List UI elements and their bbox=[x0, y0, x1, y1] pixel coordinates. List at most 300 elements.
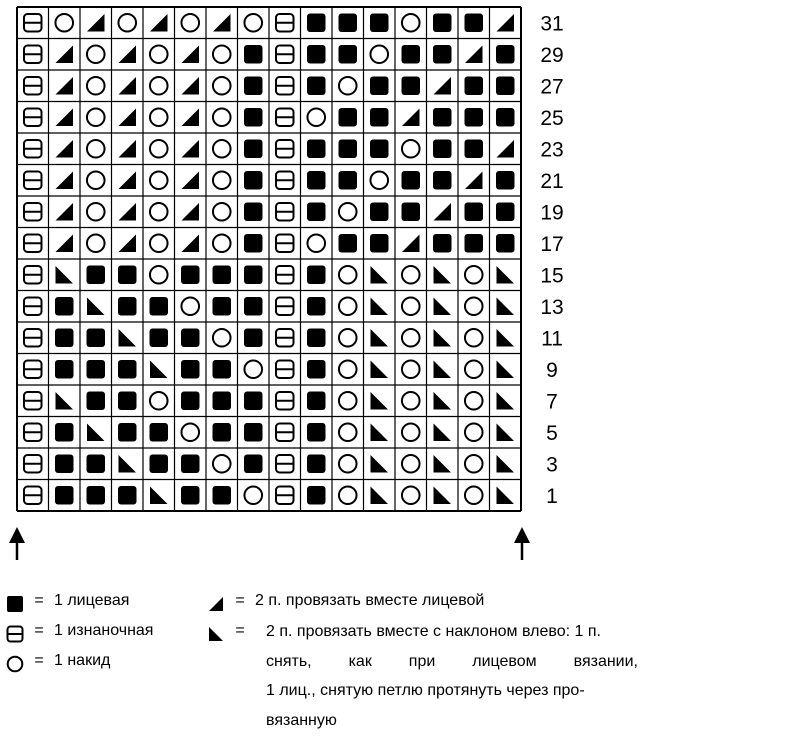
row-number-label: 19 bbox=[540, 201, 564, 225]
chart-cell-k2tog bbox=[56, 203, 74, 221]
chart-cell-left-slant-decrease bbox=[434, 329, 452, 347]
chart-cell-knit bbox=[118, 297, 137, 316]
chart-cell-knit bbox=[87, 486, 106, 505]
chart-cell-yarn-over bbox=[402, 360, 420, 378]
chart-cell-left-slant-decrease bbox=[497, 455, 515, 473]
chart-cell-knit bbox=[339, 14, 358, 33]
chart-cell-yarn-over bbox=[87, 108, 105, 126]
chart-cell-knit bbox=[370, 14, 389, 33]
chart-cell-knit bbox=[213, 486, 232, 505]
chart-cell-purl bbox=[276, 424, 294, 442]
chart-cell-k2tog bbox=[182, 46, 200, 64]
chart-cell-k2tog bbox=[56, 77, 74, 95]
chart-cell-yarn-over bbox=[402, 140, 420, 158]
legend-left-decrease bbox=[207, 622, 255, 643]
chart-cell-left-slant-decrease bbox=[497, 487, 515, 505]
chart-cell-knit bbox=[307, 266, 326, 285]
chart-cell-yarn-over bbox=[150, 171, 168, 189]
chart-cell-knit bbox=[339, 171, 358, 190]
chart-cell-left-slant-decrease bbox=[497, 361, 515, 379]
chart-cell-knit bbox=[87, 392, 106, 411]
chart-cell-yarn-over bbox=[150, 392, 168, 410]
chart-cell-purl bbox=[276, 361, 294, 379]
chart-cell-left-slant-decrease bbox=[434, 298, 452, 316]
chart-cell-knit bbox=[433, 14, 452, 33]
chart-cell-knit bbox=[118, 392, 137, 411]
chart-cell-yarn-over bbox=[465, 266, 483, 284]
chart-cell-yarn-over bbox=[150, 77, 168, 95]
chart-cell-yarn-over bbox=[370, 171, 388, 189]
legend-desc-line: 2 п. провязать вместе с наклоном влево: 1 п. bbox=[266, 623, 601, 640]
legend-equals: = bbox=[235, 622, 245, 639]
chart-cell-k2tog bbox=[434, 77, 452, 95]
chart-cell-yarn-over bbox=[402, 455, 420, 473]
chart-cell-knit bbox=[307, 140, 326, 159]
legend-left-decrease-description bbox=[266, 617, 638, 735]
chart-cell-knit bbox=[244, 140, 263, 159]
chart-cell-k2tog bbox=[402, 235, 420, 253]
chart-cell-purl bbox=[24, 487, 42, 505]
chart-cell-knit bbox=[244, 455, 263, 474]
chart-cell-yarn-over bbox=[339, 423, 357, 441]
chart-cell-left-slant-decrease bbox=[497, 266, 515, 284]
chart-cell-yarn-over bbox=[87, 140, 105, 158]
chart-cell-purl bbox=[24, 424, 42, 442]
chart-cell-k2tog bbox=[119, 77, 137, 95]
chart-cell-knit bbox=[87, 266, 106, 285]
row-number-label: 31 bbox=[540, 12, 564, 36]
chart-cell-knit bbox=[150, 455, 169, 474]
chart-cell-k2tog bbox=[119, 172, 137, 190]
chart-cell-left-slant-decrease bbox=[371, 424, 389, 442]
legend-equals: = bbox=[34, 622, 44, 639]
chart-cell-k2tog bbox=[56, 46, 74, 64]
chart-cell-knit bbox=[307, 423, 326, 442]
chart-cell-purl bbox=[24, 392, 42, 410]
row-numbers bbox=[540, 12, 563, 508]
chart-cell-left-slant-decrease bbox=[434, 424, 452, 442]
chart-cell-left-slant-decrease bbox=[497, 298, 515, 316]
chart-cell-left-slant-decrease bbox=[434, 455, 452, 473]
chart-cell-knit bbox=[433, 171, 452, 190]
chart-cell-yarn-over bbox=[213, 171, 231, 189]
chart-cell-knit bbox=[370, 77, 389, 96]
chart-cell-yarn-over bbox=[402, 486, 420, 504]
chart-cell-knit bbox=[244, 203, 263, 222]
chart-cell-left-slant-decrease bbox=[87, 298, 105, 316]
legend-k2tog-text: 2 п. провязать вместе лицевой bbox=[255, 592, 485, 609]
chart-cell-knit bbox=[307, 455, 326, 474]
chart-cell-knit bbox=[402, 45, 421, 64]
chart-cell-left-slant-decrease bbox=[371, 487, 389, 505]
chart-cell-yarn-over bbox=[87, 77, 105, 95]
chart-cell-yarn-over bbox=[307, 108, 325, 126]
chart-cell-yarn-over bbox=[213, 77, 231, 95]
chart-cell-purl bbox=[24, 235, 42, 253]
chart-cell-k2tog bbox=[434, 203, 452, 221]
legend-k2tog bbox=[207, 592, 484, 613]
chart-cell-k2tog bbox=[497, 14, 515, 32]
chart-cell-purl bbox=[24, 203, 42, 221]
chart-cell-yarn-over bbox=[465, 297, 483, 315]
chart-cell-yarn-over bbox=[339, 266, 357, 284]
row-number-label: 7 bbox=[546, 390, 558, 414]
chart-cell-yarn-over bbox=[244, 486, 262, 504]
chart-cell-yarn-over bbox=[402, 423, 420, 441]
chart-cell-purl bbox=[276, 46, 294, 64]
chart-cell-yarn-over bbox=[213, 140, 231, 158]
chart-cell-yarn-over bbox=[339, 77, 357, 95]
chart-cell-yarn-over bbox=[55, 14, 73, 32]
chart-cell-k2tog bbox=[56, 235, 74, 253]
chart-cell-knit bbox=[496, 203, 515, 222]
chart-cell-yarn-over bbox=[402, 329, 420, 347]
legend-desc-line: вязанную bbox=[266, 711, 337, 729]
legend-equals: = bbox=[34, 652, 44, 669]
chart-cell-k2tog bbox=[119, 140, 137, 158]
chart-cell-knit bbox=[213, 360, 232, 379]
chart-cell-knit bbox=[307, 14, 326, 33]
chart-cell-purl bbox=[276, 77, 294, 95]
chart-cell-knit bbox=[339, 108, 358, 127]
chart-cell-knit bbox=[244, 297, 263, 316]
chart-cell-knit bbox=[433, 234, 452, 253]
chart-cell-knit bbox=[402, 77, 421, 96]
chart-cell-knit bbox=[307, 486, 326, 505]
row-number-label: 5 bbox=[546, 421, 558, 445]
chart-cell-knit bbox=[307, 203, 326, 222]
chart-cell-purl bbox=[24, 455, 42, 473]
chart-cell-yarn-over bbox=[339, 203, 357, 221]
chart-cell-yarn-over bbox=[339, 297, 357, 315]
chart-cell-yarn-over bbox=[87, 171, 105, 189]
chart-cell-yarn-over bbox=[213, 108, 231, 126]
row-number-label: 15 bbox=[540, 264, 564, 288]
legend-knit bbox=[6, 592, 129, 613]
chart-cell-k2tog bbox=[119, 203, 137, 221]
chart-cell-knit bbox=[496, 108, 515, 127]
chart-cell-knit bbox=[55, 486, 74, 505]
chart-cell-purl bbox=[24, 172, 42, 190]
chart-cell-purl bbox=[24, 361, 42, 379]
chart-cell-purl bbox=[276, 298, 294, 316]
chart-cell-purl bbox=[24, 266, 42, 284]
direction-arrow-right bbox=[514, 527, 530, 560]
chart-cell-yarn-over bbox=[339, 455, 357, 473]
chart-cell-knit bbox=[465, 108, 484, 127]
chart-cell-knit bbox=[118, 360, 137, 379]
chart-cell-knit bbox=[307, 297, 326, 316]
chart-cell-purl bbox=[276, 235, 294, 253]
chart-cell-knit bbox=[244, 234, 263, 253]
chart-cell-k2tog bbox=[56, 140, 74, 158]
chart-cell-knit bbox=[55, 423, 74, 442]
chart-cell-knit bbox=[307, 77, 326, 96]
chart-cell-k2tog bbox=[119, 109, 137, 127]
chart-cell-left-slant-decrease bbox=[434, 361, 452, 379]
chart-cell-yarn-over bbox=[150, 45, 168, 63]
chart-cell-k2tog bbox=[182, 109, 200, 127]
row-number-label: 25 bbox=[540, 106, 564, 130]
chart-cell-left-slant-decrease bbox=[497, 329, 515, 347]
chart-cell-k2tog bbox=[402, 109, 420, 127]
chart-cell-knit bbox=[465, 203, 484, 222]
legend-yarn-over bbox=[6, 652, 110, 673]
chart-cell-yarn-over bbox=[87, 234, 105, 252]
chart-cell-knit bbox=[87, 360, 106, 379]
chart-cell-yarn-over bbox=[402, 14, 420, 32]
chart-cell-knit bbox=[181, 360, 200, 379]
chart-cell-k2tog bbox=[465, 172, 483, 190]
chart-cell-purl bbox=[276, 329, 294, 347]
chart-cell-k2tog bbox=[56, 109, 74, 127]
chart-cell-knit bbox=[339, 140, 358, 159]
chart-cell-knit bbox=[496, 45, 515, 64]
legend-yarn-over-text: 1 накид bbox=[54, 652, 111, 669]
chart-cell-left-slant-decrease bbox=[371, 266, 389, 284]
chart-cell-yarn-over bbox=[465, 360, 483, 378]
chart-cell-knit bbox=[307, 329, 326, 348]
legend-purl bbox=[6, 622, 153, 643]
row-number-label: 9 bbox=[546, 358, 558, 382]
chart-cell-knit bbox=[307, 171, 326, 190]
chart-cell-yarn-over bbox=[465, 423, 483, 441]
k2tog-icon bbox=[207, 595, 225, 613]
chart-cell-knit bbox=[370, 140, 389, 159]
chart-cell-knit bbox=[370, 234, 389, 253]
row-number-label: 17 bbox=[540, 232, 564, 256]
direction-arrow-left bbox=[9, 527, 25, 560]
chart-cell-yarn-over bbox=[118, 14, 136, 32]
chart-cell-knit bbox=[307, 392, 326, 411]
row-number-label: 27 bbox=[540, 75, 564, 99]
chart-cell-yarn-over bbox=[150, 266, 168, 284]
chart-cell-knit bbox=[244, 423, 263, 442]
chart-cell-knit bbox=[55, 455, 74, 474]
chart-cell-yarn-over bbox=[213, 203, 231, 221]
chart-cell-yarn-over bbox=[465, 486, 483, 504]
chart-cell-knit bbox=[244, 392, 263, 411]
chart-cell-yarn-over bbox=[307, 234, 325, 252]
chart-cell-left-slant-decrease bbox=[119, 455, 137, 473]
chart-cell-knit bbox=[213, 423, 232, 442]
chart-cell-purl bbox=[276, 455, 294, 473]
chart-cell-yarn-over bbox=[465, 329, 483, 347]
yarn-over-icon bbox=[6, 655, 24, 673]
chart-cell-knit bbox=[339, 234, 358, 253]
chart-cell-left-slant-decrease bbox=[150, 361, 168, 379]
chart-cell-knit bbox=[307, 45, 326, 64]
chart-cell-left-slant-decrease bbox=[371, 298, 389, 316]
chart-cell-purl bbox=[24, 329, 42, 347]
chart-cell-knit bbox=[465, 140, 484, 159]
chart-cell-knit bbox=[181, 486, 200, 505]
chart-cell-yarn-over bbox=[87, 45, 105, 63]
chart-cell-knit bbox=[181, 455, 200, 474]
chart-cell-knit bbox=[150, 423, 169, 442]
chart-cell-knit bbox=[213, 266, 232, 285]
chart-cell-knit bbox=[87, 455, 106, 474]
chart-cell-yarn-over bbox=[244, 360, 262, 378]
chart-cell-purl bbox=[276, 140, 294, 158]
chart-cell-purl bbox=[24, 298, 42, 316]
chart-cell-left-slant-decrease bbox=[434, 266, 452, 284]
chart-cell-k2tog bbox=[497, 140, 515, 158]
chart-cell-knit bbox=[465, 14, 484, 33]
chart-cell-yarn-over bbox=[402, 297, 420, 315]
chart-cell-left-slant-decrease bbox=[150, 487, 168, 505]
chart-cell-knit bbox=[244, 171, 263, 190]
chart-cell-yarn-over bbox=[150, 203, 168, 221]
legend-knit-text: 1 лицевая bbox=[54, 592, 130, 609]
chart-cell-yarn-over bbox=[213, 329, 231, 347]
chart-cell-purl bbox=[24, 46, 42, 64]
chart-cell-yarn-over bbox=[181, 423, 199, 441]
knit-icon bbox=[6, 595, 24, 613]
chart-cell-knit bbox=[181, 266, 200, 285]
chart-cell-knit bbox=[150, 329, 169, 348]
chart-cell-purl bbox=[276, 14, 294, 32]
chart-cell-knit bbox=[244, 45, 263, 64]
chart-cell-purl bbox=[276, 487, 294, 505]
row-number-label: 11 bbox=[541, 327, 563, 351]
chart-cell-k2tog bbox=[182, 235, 200, 253]
chart-cell-yarn-over bbox=[150, 234, 168, 252]
chart-cell-knit bbox=[402, 203, 421, 222]
chart-cell-knit bbox=[55, 297, 74, 316]
chart-cell-knit bbox=[465, 234, 484, 253]
chart-cell-yarn-over bbox=[213, 455, 231, 473]
chart-cell-left-slant-decrease bbox=[371, 392, 389, 410]
chart-cell-knit bbox=[118, 423, 137, 442]
chart-cell-yarn-over bbox=[150, 108, 168, 126]
chart-cell-purl bbox=[24, 140, 42, 158]
chart-cell-left-slant-decrease bbox=[497, 392, 515, 410]
purl-icon bbox=[6, 625, 24, 643]
chart-cell-k2tog bbox=[119, 46, 137, 64]
row-number-label: 29 bbox=[540, 43, 564, 67]
chart-cell-knit bbox=[213, 392, 232, 411]
chart-cell-k2tog bbox=[182, 77, 200, 95]
chart-cell-left-slant-decrease bbox=[119, 329, 137, 347]
chart-cell-purl bbox=[276, 203, 294, 221]
chart-cell-k2tog bbox=[87, 14, 105, 32]
chart-grid bbox=[17, 7, 521, 511]
row-number-label: 13 bbox=[540, 295, 564, 319]
chart-cell-purl bbox=[276, 392, 294, 410]
legend-desc-line: снять, как при лицевом вязании, bbox=[266, 652, 638, 670]
chart-cell-left-slant-decrease bbox=[56, 266, 74, 284]
chart-cell-k2tog bbox=[182, 172, 200, 190]
chart-cell-knit bbox=[370, 108, 389, 127]
chart-cell-knit bbox=[213, 297, 232, 316]
chart-cell-k2tog bbox=[150, 14, 168, 32]
chart-cell-left-slant-decrease bbox=[434, 392, 452, 410]
chart-cell-knit bbox=[244, 329, 263, 348]
chart-cell-knit bbox=[150, 297, 169, 316]
chart-cell-knit bbox=[496, 77, 515, 96]
chart-cell-left-slant-decrease bbox=[434, 487, 452, 505]
chart-cell-left-slant-decrease bbox=[371, 455, 389, 473]
chart-cell-yarn-over bbox=[370, 45, 388, 63]
chart-cell-knit bbox=[370, 203, 389, 222]
chart-cell-k2tog bbox=[213, 14, 231, 32]
chart-cell-left-slant-decrease bbox=[56, 392, 74, 410]
row-number-label: 21 bbox=[540, 169, 564, 193]
chart-cell-purl bbox=[276, 109, 294, 127]
chart-cell-yarn-over bbox=[244, 14, 262, 32]
chart-cell-left-slant-decrease bbox=[371, 329, 389, 347]
chart-cell-knit bbox=[244, 108, 263, 127]
legend-desc-line: 1 лиц., снятую петлю протянуть через про- bbox=[266, 682, 585, 699]
chart-cell-knit bbox=[465, 77, 484, 96]
chart-cell-k2tog bbox=[465, 46, 483, 64]
chart-cell-yarn-over bbox=[402, 392, 420, 410]
legend-purl-text: 1 изнаночная bbox=[54, 622, 154, 639]
chart-cell-yarn-over bbox=[402, 266, 420, 284]
row-number-label: 1 bbox=[546, 484, 558, 508]
legend-equals: = bbox=[34, 592, 44, 609]
row-number-label: 23 bbox=[540, 138, 564, 162]
chart-cell-knit bbox=[118, 486, 137, 505]
chart-cell-knit bbox=[55, 329, 74, 348]
chart-cell-yarn-over bbox=[339, 360, 357, 378]
chart-cell-left-slant-decrease bbox=[371, 361, 389, 379]
chart-cell-knit bbox=[181, 392, 200, 411]
chart-cell-knit bbox=[433, 140, 452, 159]
chart-cell-knit bbox=[307, 360, 326, 379]
chart-cell-purl bbox=[276, 172, 294, 190]
chart-cell-knit bbox=[496, 171, 515, 190]
chart-cell-k2tog bbox=[119, 235, 137, 253]
chart-cell-purl bbox=[276, 266, 294, 284]
chart-cell-yarn-over bbox=[339, 486, 357, 504]
chart-cell-k2tog bbox=[182, 140, 200, 158]
chart-cell-knit bbox=[118, 266, 137, 285]
chart-cell-knit bbox=[244, 77, 263, 96]
chart-cell-k2tog bbox=[56, 172, 74, 190]
legend-equals: = bbox=[235, 592, 245, 609]
chart-cell-yarn-over bbox=[213, 234, 231, 252]
chart-cell-left-slant-decrease bbox=[87, 424, 105, 442]
chart-cell-knit bbox=[244, 266, 263, 285]
chart-cell-knit bbox=[433, 108, 452, 127]
chart-cell-yarn-over bbox=[181, 297, 199, 315]
chart-cell-knit bbox=[433, 45, 452, 64]
chart-cell-knit bbox=[87, 329, 106, 348]
left-slant-decrease-icon bbox=[207, 625, 225, 643]
chart-cell-yarn-over bbox=[465, 455, 483, 473]
chart-cell-knit bbox=[55, 360, 74, 379]
chart-cell-purl bbox=[24, 109, 42, 127]
chart-cell-yarn-over bbox=[465, 392, 483, 410]
chart-cell-purl bbox=[24, 77, 42, 95]
chart-cell-knit bbox=[181, 329, 200, 348]
chart-cell-yarn-over bbox=[181, 14, 199, 32]
chart-cell-purl bbox=[24, 14, 42, 32]
chart-cell-knit bbox=[339, 45, 358, 64]
chart-cell-yarn-over bbox=[213, 45, 231, 63]
chart-cell-yarn-over bbox=[339, 329, 357, 347]
chart-cell-knit bbox=[402, 171, 421, 190]
chart-cell-knit bbox=[496, 234, 515, 253]
chart-cell-left-slant-decrease bbox=[497, 424, 515, 442]
chart-cell-yarn-over bbox=[87, 203, 105, 221]
chart-cell-yarn-over bbox=[339, 392, 357, 410]
row-number-label: 3 bbox=[546, 453, 558, 477]
chart-cell-k2tog bbox=[182, 203, 200, 221]
chart-cell-yarn-over bbox=[150, 140, 168, 158]
